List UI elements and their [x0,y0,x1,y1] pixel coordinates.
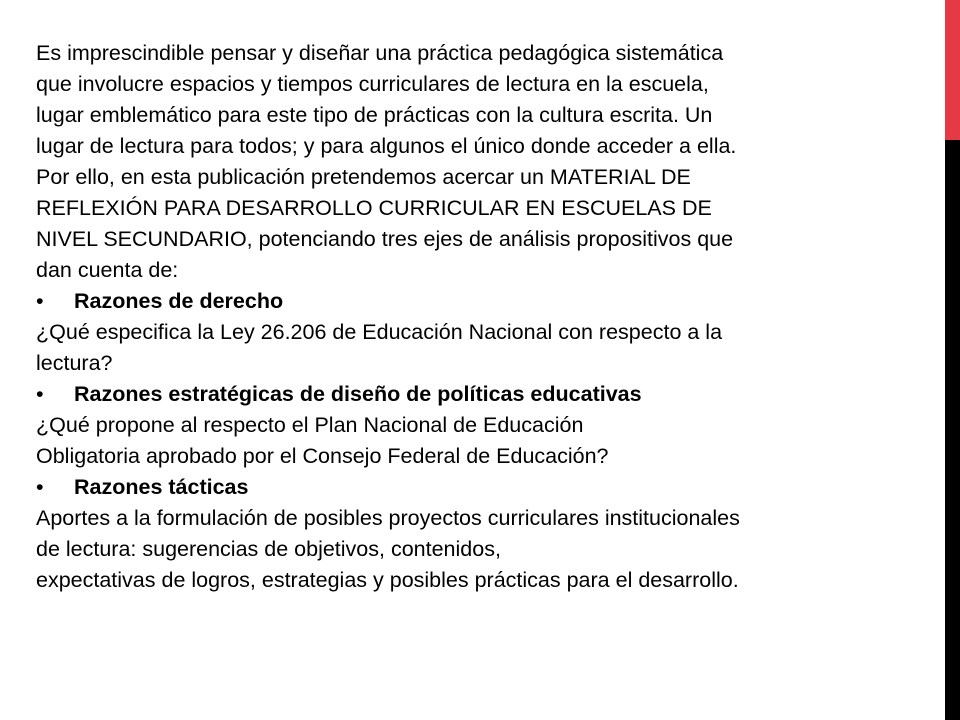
axis-body-line: de lectura: sugerencias de objetivos, contenidos, [36,537,501,561]
intro-line: Es imprescindible pensar y diseñar una práctica pedagógica sistemática [36,41,724,65]
intro-line: dan cuenta de: [36,258,179,282]
intro-paragraph [36,38,936,286]
axis-heading-text: Razones estratégicas de diseño de políticas educativas [74,382,642,406]
accent-stripe [945,0,960,140]
axis-derecho [36,286,936,379]
axis-body-line: ¿Qué propone al respecto el Plan Nacional de Educación [36,413,584,437]
bullet-icon: • [36,289,44,313]
slide-edge-bar [945,0,960,720]
axis-heading-text: Razones de derecho [74,289,284,313]
axis-heading [36,379,936,410]
axis-body-line: Obligatoria aprobado por el Consejo Federal de Educación? [36,444,609,468]
axis-tacticas [36,472,936,596]
axis-body-line: ¿Qué especifica la Ley 26.206 de Educación Nacional con respecto a la [36,320,723,344]
intro-line: lugar de lectura para todos; y para algunos el único donde acceder a ella. [36,134,737,158]
intro-line: lugar emblemático para este tipo de prácticas con la cultura escrita. Un [36,103,713,127]
bullet-icon: • [36,475,44,499]
axis-heading [36,472,936,503]
axis-body-line: expectativas de logros, estrategias y posibles prácticas para el desarrollo. [36,568,739,592]
intro-line: Por ello, en esta publicación pretendemos acercar un MATERIAL DE [36,165,691,189]
intro-line: que involucre espacios y tiempos curriculares de lectura en la escuela, [36,72,709,96]
dark-stripe [945,140,960,720]
axis-body-line: lectura? [36,351,113,375]
axis-body-line: Aportes a la formulación de posibles proyectos curriculares institucionales [36,506,740,530]
slide-body [36,38,936,596]
intro-line: NIVEL SECUNDARIO, potenciando tres ejes de análisis propositivos que [36,227,734,251]
intro-line: REFLEXIÓN PARA DESARROLLO CURRICULAR EN ESCUELAS DE [36,196,712,220]
bullet-icon: • [36,382,44,406]
axis-heading-text: Razones tácticas [74,475,249,499]
axis-estrategicas [36,379,936,472]
axis-heading [36,286,936,317]
